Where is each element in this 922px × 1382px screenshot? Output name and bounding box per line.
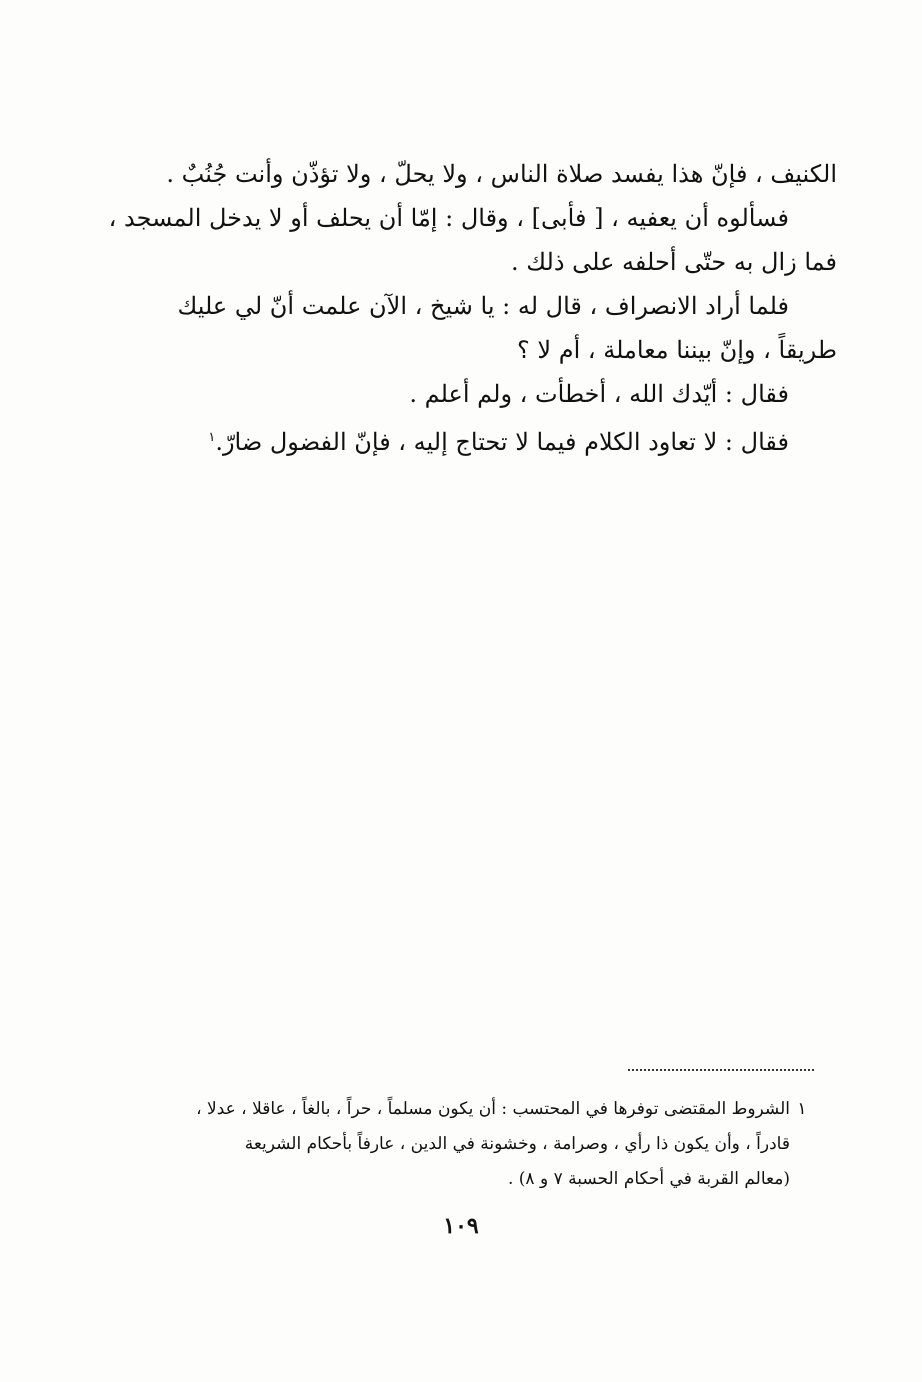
text-line-1: الكنيف ، فإنّ هذا يفسد صلاة الناس ، ولا يحلّ ، ولا تؤذّن وأنت جُنُبٌ . (166, 160, 837, 188)
text-line-7 (147, 416, 837, 460)
footnote-line-1 (134, 1092, 814, 1127)
footnote-number: ١ (797, 1099, 807, 1119)
text-line-3: فما زال به حتّى أحلفه على ذلك . (511, 248, 837, 276)
main-text (108, 152, 837, 460)
footnote-line-2: قادراً ، وأن يكون ذا رأي ، وصرامة ، وخشونة في الدين ، عارفاً بأحكام الشريعة (244, 1134, 790, 1154)
text-line-7-body: فقال : لا تعاود الكلام فيما لا تحتاج إليه ، فإنّ الفضول ضارّ. (215, 428, 789, 456)
text-line-6: فقال : أيّدك الله ، أخطأت ، ولم أعلم . (409, 380, 789, 408)
text-line-5: طريقاً ، وإنّ بيننا معاملة ، أم لا ؟ (517, 336, 837, 364)
footnote-divider (628, 1069, 814, 1071)
footnote-reference: ١ (208, 430, 216, 445)
footnotes-section (134, 1092, 814, 1197)
footnote-text-1: الشروط المقتضى توفرها في المحتسب : أن يكون مسلماً ، حراً ، بالغاً ، عاقلا ، عدلا ، (196, 1099, 790, 1119)
text-line-2: فسألوه أن يعفيه ، [ فأبى] ، وقال : إمّا أن يحلف أو لا يدخل المسجد ، (108, 204, 789, 232)
page-number: ١٠٩ (443, 1213, 479, 1239)
footnote-line-3: (معالم القربة في أحكام الحسبة ٧ و ٨) . (507, 1169, 790, 1189)
text-line-4: فلما أراد الانصراف ، قال له : يا شيخ ، الآن علمت أنّ لي عليك (177, 292, 789, 320)
